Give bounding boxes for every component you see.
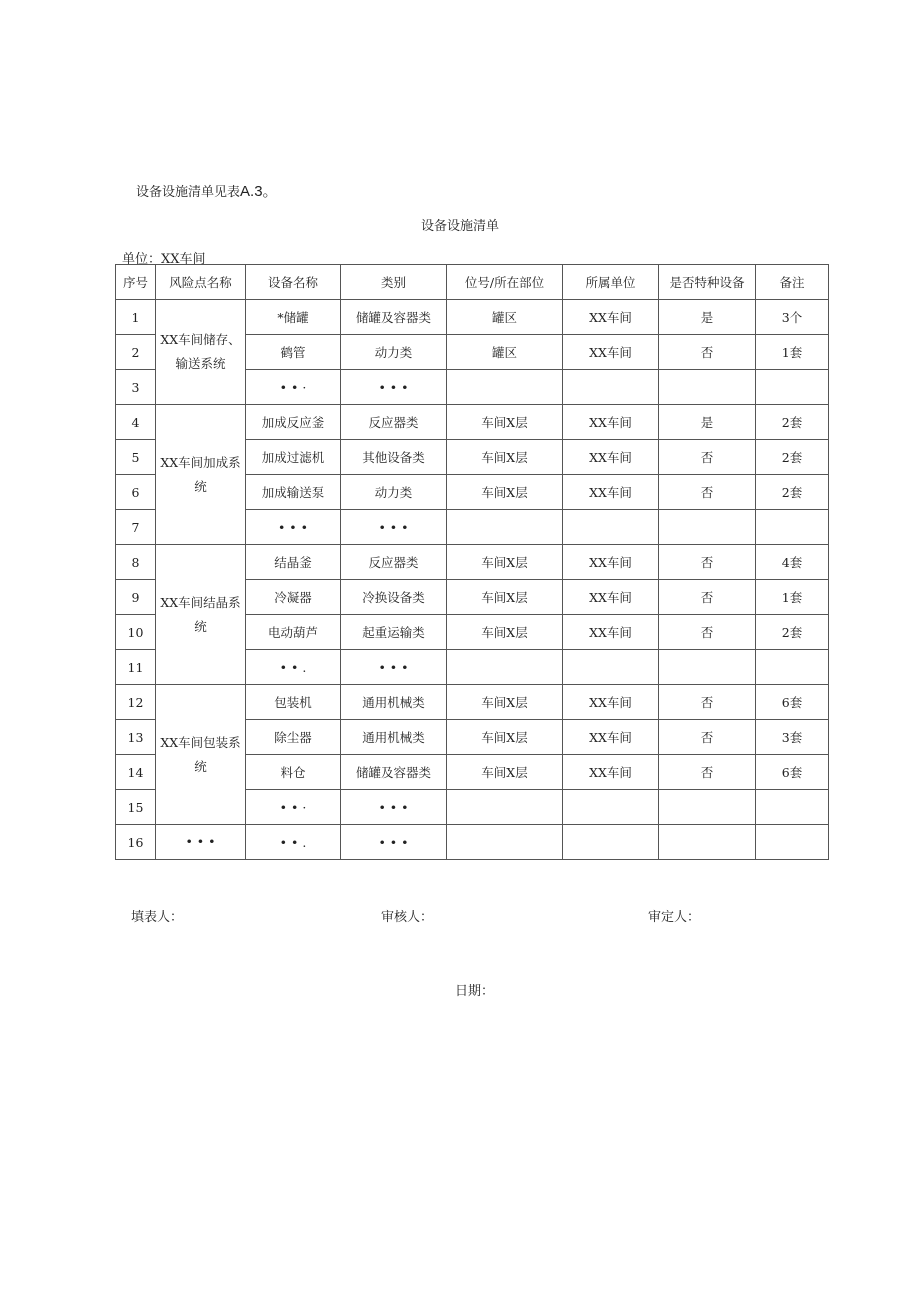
cell-category: 其他设备类	[341, 440, 447, 475]
cell-remarks: 2套	[756, 440, 829, 475]
cell-owner-unit	[563, 790, 659, 825]
cell-no: 5	[116, 440, 156, 475]
cell-special-equipment: 否	[659, 440, 756, 475]
table-row	[116, 825, 829, 860]
cell-location: 车间X层	[447, 475, 563, 510]
header-remarks: 备注	[756, 265, 829, 300]
header-owner-unit: 所属单位	[563, 265, 659, 300]
cell-no: 15	[116, 790, 156, 825]
cell-owner-unit	[563, 650, 659, 685]
filler-label: 填表人：	[131, 910, 184, 925]
cell-location: 车间X层	[447, 685, 563, 720]
table-reference: A.3。	[240, 183, 278, 200]
cell-owner-unit: XX车间	[563, 475, 659, 510]
cell-risk-point: XX车间储存、输送系统	[156, 300, 246, 405]
cell-remarks: 6套	[756, 685, 829, 720]
header-equipment-name: 设备名称	[246, 265, 341, 300]
header-special-equipment: 是否特种设备	[659, 265, 756, 300]
cell-remarks: 1套	[756, 335, 829, 370]
cell-no: 3	[116, 370, 156, 405]
reviewer-label: 审核人：	[381, 910, 434, 925]
cell-owner-unit: XX车间	[563, 580, 659, 615]
cell-no: 14	[116, 755, 156, 790]
cell-category: 储罐及容器类	[341, 300, 447, 335]
cell-risk-point: • • •	[156, 825, 246, 860]
cell-special-equipment: 否	[659, 615, 756, 650]
cell-special-equipment: 否	[659, 335, 756, 370]
cell-equipment-name: 包装机	[246, 685, 341, 720]
cell-owner-unit: XX车间	[563, 545, 659, 580]
cell-equipment-name: *储罐	[246, 300, 341, 335]
unit-label: 单位：XX车间	[122, 252, 206, 267]
cell-category: 储罐及容器类	[341, 755, 447, 790]
cell-category: 冷换设备类	[341, 580, 447, 615]
cell-special-equipment: 否	[659, 720, 756, 755]
cell-equipment-name: • • ·	[246, 790, 341, 825]
cell-location: 车间X层	[447, 755, 563, 790]
cell-equipment-name: 结晶釜	[246, 545, 341, 580]
cell-location: 车间X层	[447, 405, 563, 440]
cell-no: 2	[116, 335, 156, 370]
header-category: 类别	[341, 265, 447, 300]
cell-equipment-name: • • •	[246, 510, 341, 545]
cell-special-equipment: 否	[659, 580, 756, 615]
cell-owner-unit	[563, 825, 659, 860]
cell-location	[447, 510, 563, 545]
cell-no: 8	[116, 545, 156, 580]
cell-no: 10	[116, 615, 156, 650]
cell-risk-point: XX车间结晶系统	[156, 545, 246, 685]
header-risk-point: 风险点名称	[156, 265, 246, 300]
cell-category: 动力类	[341, 335, 447, 370]
header-location: 位号/所在部位	[447, 265, 563, 300]
cell-location: 车间X层	[447, 580, 563, 615]
cell-location: 罐区	[447, 300, 563, 335]
cell-special-equipment: 是	[659, 405, 756, 440]
cell-category: 动力类	[341, 475, 447, 510]
cell-equipment-name: • • .	[246, 650, 341, 685]
cell-location: 车间X层	[447, 720, 563, 755]
cell-remarks: 1套	[756, 580, 829, 615]
cell-equipment-name: 鹤管	[246, 335, 341, 370]
table-body	[116, 300, 829, 860]
date-label: 日期：	[455, 984, 495, 999]
cell-remarks: 2套	[756, 615, 829, 650]
cell-owner-unit: XX车间	[563, 755, 659, 790]
cell-remarks: 6套	[756, 755, 829, 790]
cell-category: 通用机械类	[341, 720, 447, 755]
table-row	[116, 300, 829, 335]
cell-remarks: 2套	[756, 475, 829, 510]
cell-no: 12	[116, 685, 156, 720]
cell-category: • • •	[341, 370, 447, 405]
table-title: 设备设施清单	[420, 219, 499, 234]
cell-remarks	[756, 825, 829, 860]
equipment-table	[115, 264, 829, 860]
cell-category: 通用机械类	[341, 685, 447, 720]
cell-owner-unit: XX车间	[563, 405, 659, 440]
cell-owner-unit	[563, 510, 659, 545]
cell-equipment-name: 冷凝器	[246, 580, 341, 615]
cell-remarks: 2套	[756, 405, 829, 440]
cell-location: 罐区	[447, 335, 563, 370]
cell-risk-point: XX车间包装系统	[156, 685, 246, 825]
cell-owner-unit: XX车间	[563, 720, 659, 755]
cell-category: • • •	[341, 510, 447, 545]
cell-special-equipment	[659, 510, 756, 545]
cell-owner-unit: XX车间	[563, 300, 659, 335]
cell-special-equipment: 否	[659, 755, 756, 790]
cell-location: 车间X层	[447, 545, 563, 580]
cell-no: 11	[116, 650, 156, 685]
cell-remarks: 4套	[756, 545, 829, 580]
cell-equipment-name: 加成输送泵	[246, 475, 341, 510]
cell-owner-unit	[563, 370, 659, 405]
header-no: 序号	[116, 265, 156, 300]
cell-remarks	[756, 790, 829, 825]
cell-location	[447, 370, 563, 405]
cell-equipment-name: • • .	[246, 825, 341, 860]
cell-category: 反应器类	[341, 405, 447, 440]
cell-remarks	[756, 510, 829, 545]
cell-special-equipment	[659, 825, 756, 860]
cell-location	[447, 790, 563, 825]
intro-text: 设备设施清单见表A.3。	[136, 183, 278, 200]
cell-remarks: 3个	[756, 300, 829, 335]
cell-special-equipment: 否	[659, 545, 756, 580]
cell-remarks: 3套	[756, 720, 829, 755]
header-row	[116, 265, 829, 300]
cell-location	[447, 650, 563, 685]
cell-equipment-name: • • ·	[246, 370, 341, 405]
cell-special-equipment: 否	[659, 475, 756, 510]
cell-equipment-name: 除尘器	[246, 720, 341, 755]
cell-location: 车间X层	[447, 615, 563, 650]
table-row	[116, 405, 829, 440]
cell-equipment-name: 电动葫芦	[246, 615, 341, 650]
cell-remarks	[756, 650, 829, 685]
cell-owner-unit: XX车间	[563, 335, 659, 370]
cell-category: • • •	[341, 825, 447, 860]
cell-risk-point: XX车间加成系统	[156, 405, 246, 545]
cell-no: 13	[116, 720, 156, 755]
cell-special-equipment	[659, 370, 756, 405]
cell-equipment-name: 料仓	[246, 755, 341, 790]
cell-special-equipment: 否	[659, 685, 756, 720]
cell-no: 7	[116, 510, 156, 545]
cell-owner-unit: XX车间	[563, 685, 659, 720]
cell-category: 反应器类	[341, 545, 447, 580]
cell-special-equipment	[659, 790, 756, 825]
cell-no: 16	[116, 825, 156, 860]
cell-special-equipment	[659, 650, 756, 685]
table-row	[116, 685, 829, 720]
cell-category: • • •	[341, 650, 447, 685]
cell-location	[447, 825, 563, 860]
table-row	[116, 545, 829, 580]
cell-equipment-name: 加成过滤机	[246, 440, 341, 475]
cell-no: 1	[116, 300, 156, 335]
cell-no: 9	[116, 580, 156, 615]
cell-owner-unit: XX车间	[563, 440, 659, 475]
cell-owner-unit: XX车间	[563, 615, 659, 650]
cell-no: 4	[116, 405, 156, 440]
cell-equipment-name: 加成反应釜	[246, 405, 341, 440]
approver-label: 审定人：	[648, 910, 701, 925]
cell-remarks	[756, 370, 829, 405]
cell-location: 车间X层	[447, 440, 563, 475]
cell-category: • • •	[341, 790, 447, 825]
cell-category: 起重运输类	[341, 615, 447, 650]
cell-special-equipment: 是	[659, 300, 756, 335]
cell-no: 6	[116, 475, 156, 510]
